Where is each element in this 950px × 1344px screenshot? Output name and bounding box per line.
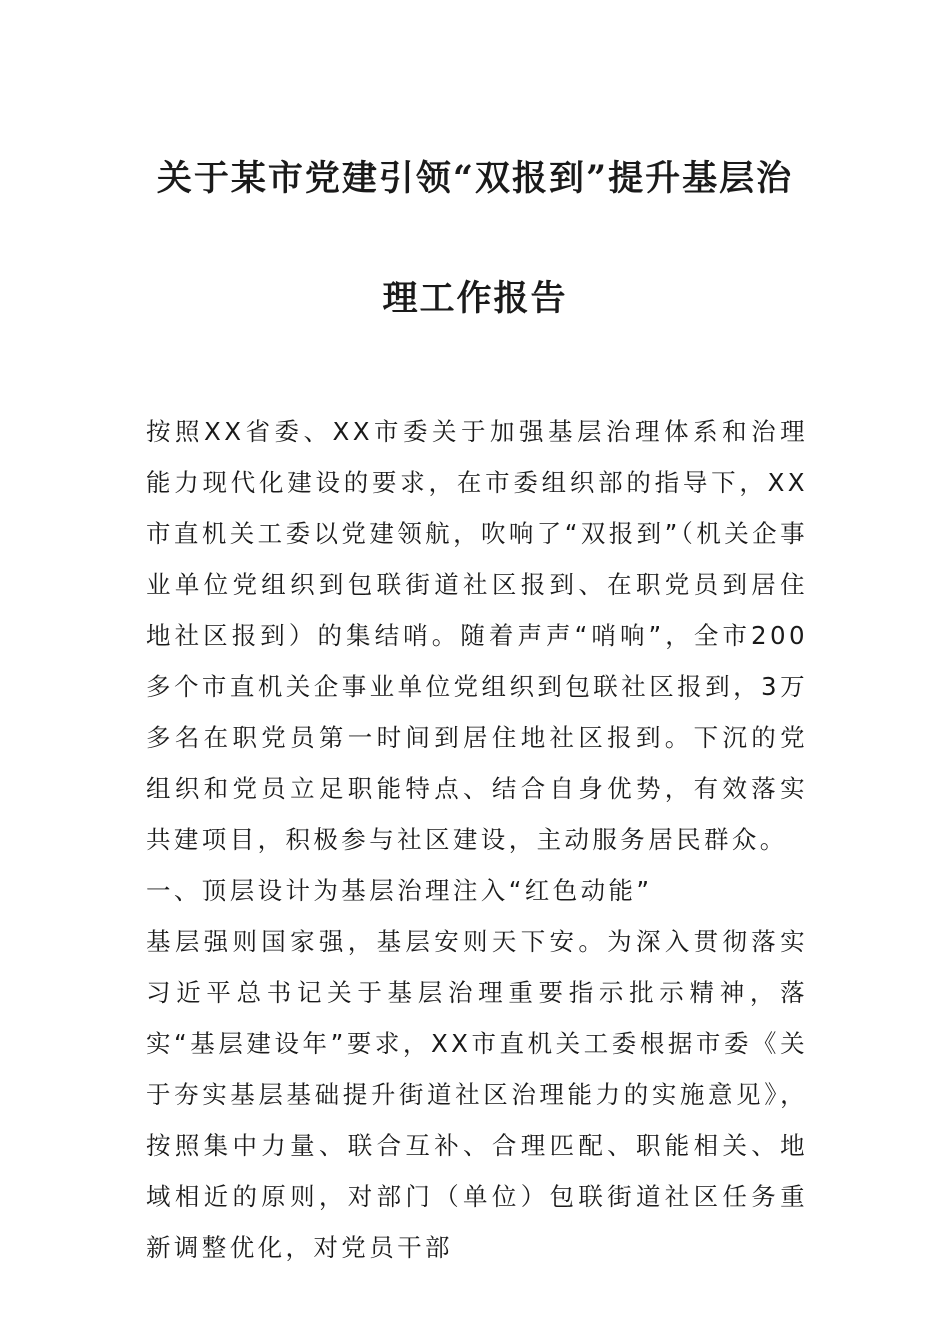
- document-title-line-1: 关于某市党建引领“双报到”提升基层治: [156, 158, 794, 199]
- paragraph-section-1: 基层强则国家强，基层安则天下安。为深入贯彻落实习近平总书记关于基层治理重要指示批示精神，落实“基层建设年”要求，XX市直机关工委根据市委《关于夯实基层基础提升街道社区治理能力的实施意见》，按照集中力量、联合互补、合理匹配、职能相关、地域相近的原则，对部门（单位）包联街道社区任务重新调整优化，对党员干部: [146, 927, 808, 1262]
- document-title-line-2: 理工作报告: [382, 278, 568, 319]
- paragraph-intro: 按照XX省委、XX市委关于加强基层治理体系和治理能力现代化建设的要求，在市委组织部的指导下，XX市直机关工委以党建领航，吹响了“双报到”（机关企事业单位党组织到包联街道社区报到、在职党员到居住地社区报到）的集结哨。随着声声“哨响”，全市200多个市直机关企事业单位党组织到包联社区报到，3万多名在职党员第一时间到居住地社区报到。下沉的党组织和党员立足职能特点、结合自身优势，有效落实共建项目，积极参与社区建设，主动服务居民群众。: [146, 417, 808, 854]
- document-body: [146, 406, 808, 1273]
- section-heading-1: 一、顶层设计为基层治理注入“红色动能”: [146, 876, 653, 905]
